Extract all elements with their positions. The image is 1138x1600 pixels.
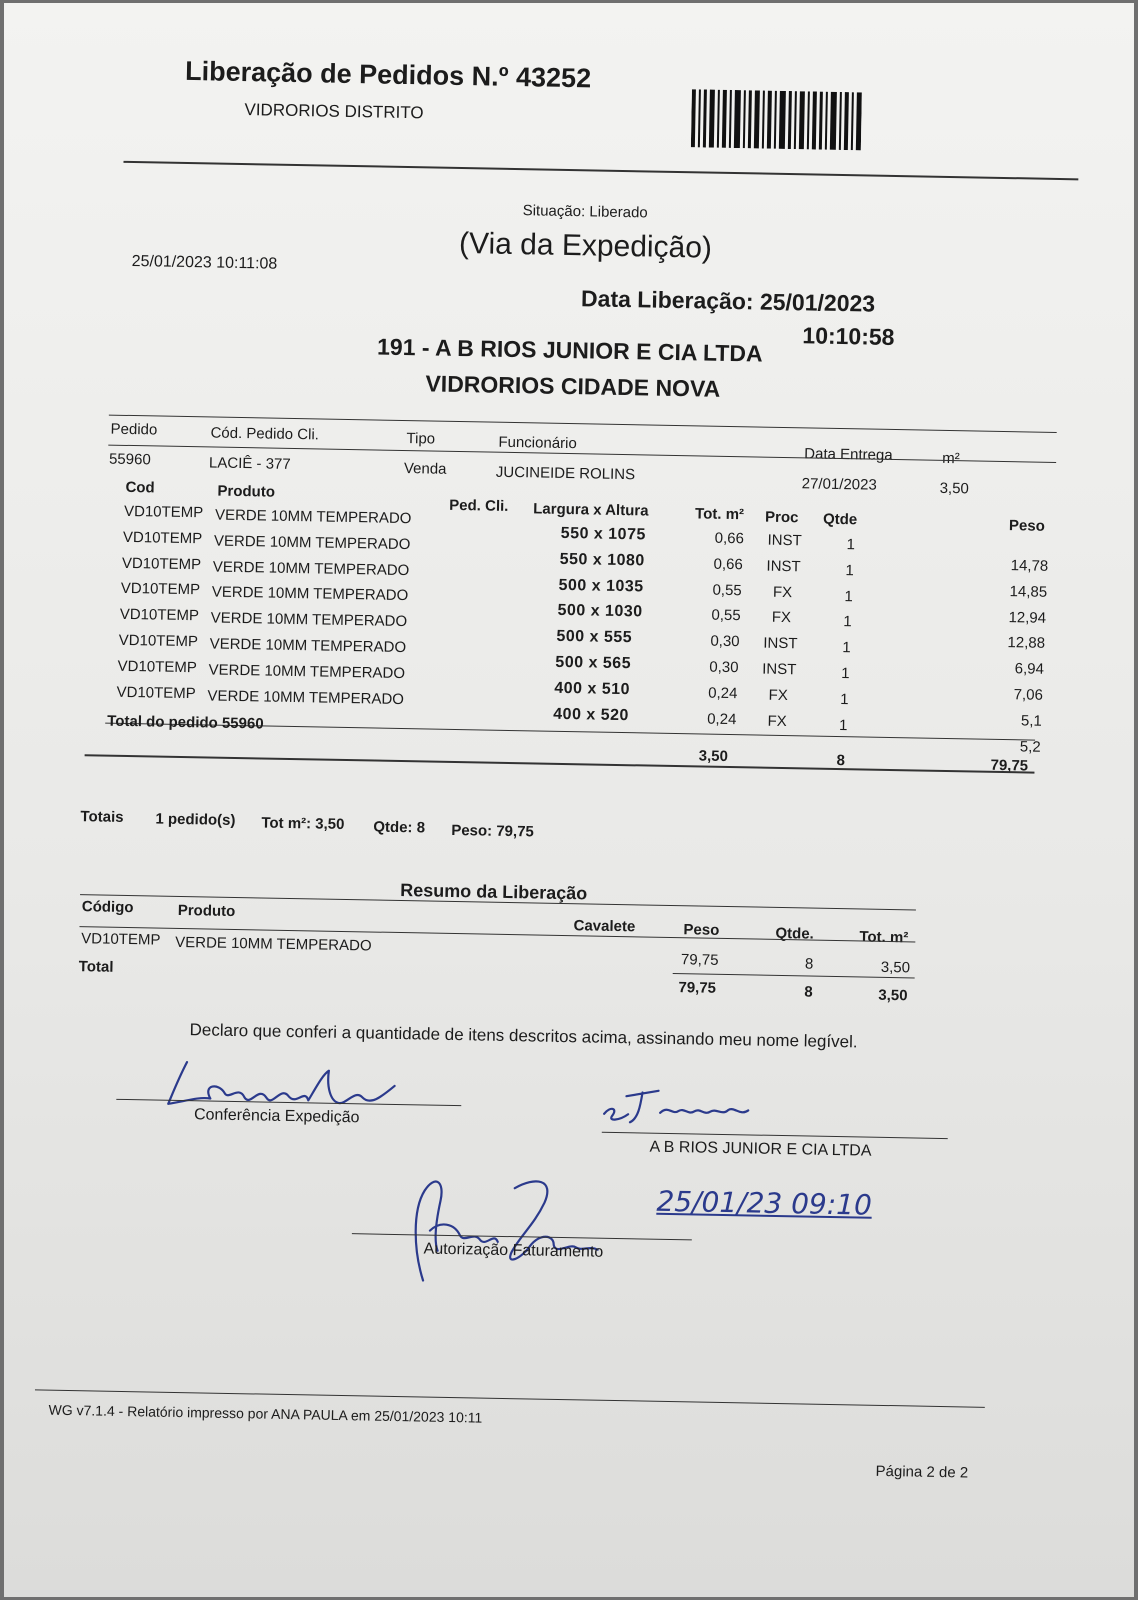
- item-peso: 5,2: [1019, 737, 1041, 756]
- summary-row-peso: 79,75: [680, 951, 719, 969]
- header-divider: [123, 161, 1078, 180]
- summary-row-produto: VERDE 10MM TEMPERADO: [175, 933, 372, 955]
- item-m2: 0,66: [714, 529, 745, 548]
- items-total-qtde: 8: [836, 751, 846, 770]
- autorizacao-signature: [393, 1160, 615, 1294]
- col-proc-header: Proc: [764, 508, 799, 527]
- barcode-image: [691, 89, 862, 150]
- item-proc: FX: [768, 686, 788, 704]
- order-funcionario: JUCINEIDE ROLINS: [495, 463, 636, 484]
- item-peso: 6,94: [1014, 660, 1045, 678]
- col-qtde-header: Qtde: [822, 510, 858, 529]
- footer-printed-by: WG v7.1.4 - Relatório impresso por ANA PAULA em 25/01/2023 10:11: [48, 1401, 483, 1426]
- item-qtde: 1: [845, 561, 855, 580]
- store-name: VIDRORIOS CIDADE NOVA: [425, 370, 721, 402]
- release-date: Data Liberação: 25/01/2023: [580, 285, 876, 317]
- document-sheet: [4, 3, 1134, 1597]
- order-data-entrega: 27/01/2023: [801, 475, 877, 494]
- order-m2: 3,50: [939, 479, 970, 498]
- item-cod: VD10TEMP: [119, 606, 200, 625]
- item-m2: 0,66: [713, 555, 743, 574]
- item-cod: VD10TEMP: [120, 580, 201, 599]
- item-produto: VERDE 10MM TEMPERADO: [209, 635, 407, 657]
- item-produto: VERDE 10MM TEMPERADO: [213, 532, 411, 553]
- conferencia-label: Conferência Expedição: [193, 1106, 360, 1127]
- items-total-label: Total do pedido 55960: [107, 712, 264, 733]
- item-qtde: 1: [842, 639, 851, 657]
- autorizacao-label: Autorização Faturamento: [423, 1240, 604, 1261]
- totals-qtde: Qtde: 8: [373, 818, 426, 837]
- company-name: VIDRORIOS DISTRITO: [244, 100, 424, 123]
- item-qtde: 1: [841, 665, 850, 683]
- totals-pedidos: 1 pedido(s): [155, 810, 236, 829]
- item-peso: 12,94: [1008, 608, 1047, 627]
- items-total-peso: 79,75: [990, 756, 1029, 775]
- totals-peso: Peso: 79,75: [451, 821, 534, 841]
- item-qtde: 1: [839, 690, 849, 708]
- item-cod: VD10TEMP: [122, 528, 203, 548]
- item-cod: VD10TEMP: [118, 631, 199, 651]
- col-peso-header: Peso: [1008, 517, 1045, 535]
- declaration-text: Declaro que conferi a quantidade de itens descritos acima, assinando meu nome legível.: [189, 1020, 858, 1052]
- col-tipo-header: Tipo: [406, 430, 436, 448]
- item-cod: VD10TEMP: [123, 502, 204, 522]
- col-produto-header: Produto: [217, 482, 276, 501]
- item-qtde: 1: [843, 613, 852, 631]
- printed-timestamp: 25/01/2023 10:11:08: [131, 252, 278, 273]
- summary-total-qtde: 8: [804, 983, 813, 1001]
- item-m2: 0,24: [707, 710, 737, 728]
- item-m2: 0,30: [710, 632, 740, 651]
- item-dims: 400 x 510: [554, 679, 631, 698]
- item-produto: VERDE 10MM TEMPERADO: [208, 661, 406, 682]
- footer-page-number: Página 2 de 2: [875, 1462, 969, 1482]
- totals-label: Totais: [80, 808, 124, 826]
- item-produto: VERDE 10MM TEMPERADO: [214, 506, 412, 528]
- items-table-bottom-line: [85, 751, 1035, 773]
- item-proc: INST: [767, 531, 802, 550]
- item-proc: FX: [772, 583, 793, 601]
- client-label: A B RIOS JUNIOR E CIA LTDA: [649, 1138, 872, 1160]
- summary-total-m2: 3,50: [878, 986, 908, 1005]
- item-produto: VERDE 10MM TEMPERADO: [212, 558, 410, 579]
- col-m2-header: m²: [942, 449, 960, 468]
- summary-total-line: [673, 973, 915, 978]
- item-cod: VD10TEMP: [121, 554, 202, 573]
- item-cod: VD10TEMP: [117, 657, 197, 677]
- item-peso: 12,88: [1007, 634, 1046, 653]
- col-data-entrega-header: Data Entrega: [804, 445, 893, 464]
- col-cod-header: Cod: [125, 478, 155, 497]
- release-time: 10:10:58: [802, 322, 895, 350]
- summary-total-label: Total: [78, 958, 114, 976]
- item-proc: FX: [771, 609, 792, 627]
- summary-col-produto-header: Produto: [177, 901, 236, 920]
- item-produto: VERDE 10MM TEMPERADO: [207, 687, 405, 708]
- col-pedido-header: Pedido: [110, 420, 158, 439]
- col-funcionario-header: Funcionário: [498, 433, 577, 453]
- summary-title: Resumo da Liberação: [400, 880, 588, 904]
- item-dims: 500 x 555: [556, 628, 633, 647]
- item-cod: VD10TEMP: [116, 683, 196, 702]
- item-peso: 14,85: [1009, 582, 1048, 601]
- summary-col-peso-header: Peso: [683, 921, 720, 939]
- order-cod-pedido-cli: LACIÊ - 377: [208, 454, 291, 473]
- item-dims: 500 x 1035: [558, 576, 644, 596]
- client-signature: [598, 1084, 769, 1133]
- summary-col-qtde-header: Qtde.: [775, 924, 814, 943]
- item-peso: 7,06: [1013, 686, 1044, 704]
- item-proc: INST: [763, 634, 798, 653]
- document-page: [4, 3, 1134, 1597]
- totals-tot-m2: Tot m²: 3,50: [261, 814, 345, 833]
- summary-col-tot-m2-header: Tot. m²: [859, 928, 909, 947]
- order-tipo: Venda: [403, 460, 447, 478]
- items-total-m2: 3,50: [698, 747, 729, 765]
- summary-row-qtde: 8: [804, 955, 814, 973]
- item-qtde: 1: [846, 536, 856, 554]
- item-peso: 5,1: [1020, 712, 1042, 730]
- summary-total-peso: 79,75: [678, 979, 717, 997]
- item-dims: 550 x 1080: [559, 550, 645, 570]
- client-name: 191 - A B RIOS JUNIOR E CIA LTDA: [376, 333, 763, 367]
- item-dims: 500 x 1030: [557, 602, 643, 621]
- item-dims: 550 x 1075: [560, 524, 646, 544]
- item-qtde: 1: [844, 587, 853, 605]
- order-pedido: 55960: [108, 450, 151, 469]
- summary-col-cavalete-header: Cavalete: [573, 917, 636, 936]
- item-m2: 0,30: [709, 658, 739, 677]
- item-proc: INST: [762, 660, 797, 679]
- item-m2: 0,55: [712, 581, 742, 599]
- summary-row-codigo: VD10TEMP: [81, 930, 161, 949]
- situation-label: Situação: Liberado: [522, 202, 648, 222]
- handwritten-date: 25/01/23 09:10: [656, 1184, 873, 1222]
- item-proc: INST: [766, 557, 801, 576]
- summary-row-tot-m2: 3,50: [880, 958, 911, 977]
- document-title: Liberação de Pedidos N.º 43252: [184, 55, 592, 94]
- item-proc: FX: [767, 712, 787, 730]
- via-label: (Via da Expedição): [458, 226, 713, 265]
- item-dims: 500 x 565: [555, 653, 632, 673]
- item-qtde: 1: [838, 716, 848, 734]
- col-cod-pedido-cli-header: Cód. Pedido Cli.: [210, 424, 320, 444]
- item-peso: 14,78: [1010, 557, 1049, 575]
- col-largura-altura-header: Largura x Altura: [533, 500, 649, 520]
- item-produto: VERDE 10MM TEMPERADO: [210, 609, 408, 631]
- item-m2: 0,55: [711, 607, 741, 625]
- summary-col-codigo-header: Código: [81, 898, 134, 917]
- col-ped-cli-header: Ped. Cli.: [449, 496, 509, 515]
- item-produto: VERDE 10MM TEMPERADO: [211, 583, 409, 605]
- item-dims: 400 x 520: [553, 705, 630, 724]
- item-m2: 0,24: [708, 684, 738, 702]
- col-tot-m2-header: Tot. m²: [694, 505, 745, 524]
